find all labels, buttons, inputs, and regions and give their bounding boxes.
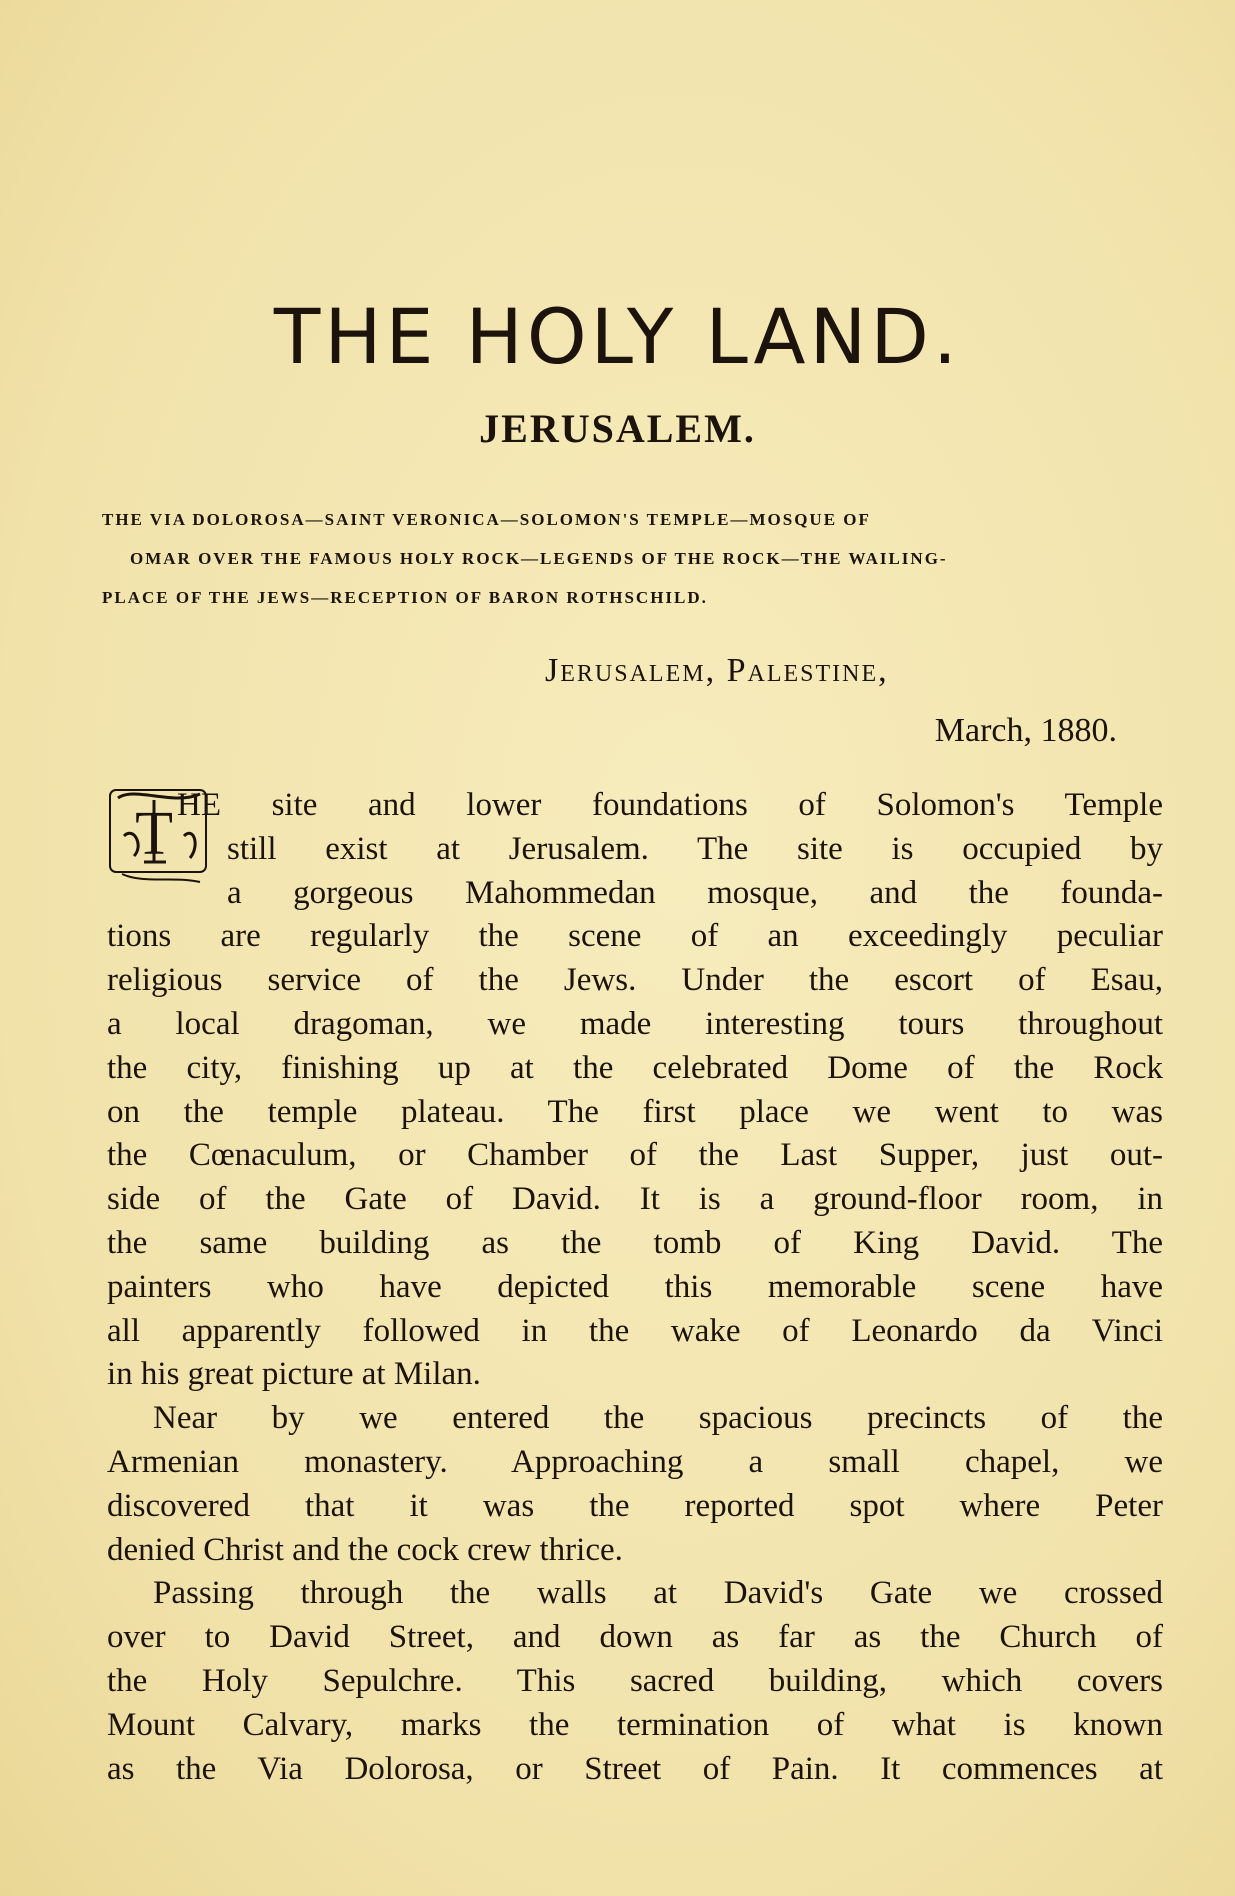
text-line: Near by we entered the spacious precincts of the [153,1400,1163,1437]
text-line: religious service of the Jews. Under the escort of Esau, [107,962,1163,999]
chapter-subtitle: JERUSALEM. [479,406,756,451]
text-line: all apparently followed in the wake of Leonardo da Vinci [107,1312,1163,1349]
body-text [107,784,1163,1791]
show-through-text [110,95,1160,139]
text-line: discovered that it was the reported spot where Peter [107,1487,1163,1524]
text-line: side of the Gate of David. It is a ground-floor room, in [107,1181,1163,1218]
synopsis-line: PLACE OF THE JEWS—RECEPTION OF BARON ROTHSCHILD. [102,588,708,607]
text-line: the Cœnaculum, or Chamber of the Last Supper, just out- [107,1137,1163,1174]
text-line: Passing through the walls at David's Gate we crossed [153,1575,1163,1612]
text-line: denied Christ and the cock crew thrice. [107,1531,623,1568]
text-line: a local dragoman, we made interesting tours throughout [107,1005,1163,1042]
text-line: painters who have depicted this memorable scene have [107,1268,1163,1305]
text-line: over to David Street, and down as far as the Church of [107,1619,1163,1656]
date: March, 1880. [934,712,1117,749]
chapter-synopsis [102,500,1160,617]
text-line: HE site and lower foundations of Solomon's Temple [177,787,1163,823]
chapter-title: THE HOLY LAND. [273,292,962,381]
text-line: the city, finishing up at the celebrated Dome of the Rock [107,1049,1163,1086]
text-line: a gorgeous Mahommedan mosque, and the founda- [227,874,1163,911]
text-line: in his great picture at Milan. [107,1356,481,1393]
text-line: Armenian monastery. Approaching a small chapel, we [107,1443,1163,1480]
dateline: Jerusalem, Palestine, [545,652,889,689]
synopsis-line: OMAR OVER THE FAMOUS HOLY ROCK—LEGENDS OF THE ROCK—THE WAILING- [130,549,948,568]
text-line: the same building as the tomb of King David. The [107,1224,1163,1261]
text-line: still exist at Jerusalem. The site is occupied by [227,830,1163,867]
synopsis-line: THE VIA DOLOROSA—SAINT VERONICA—SOLOMON'S TEMPLE—MOSQUE OF [102,510,871,529]
text-line: on the temple plateau. The first place we went to was [107,1093,1163,1130]
drop-cap-letter: T [135,800,173,868]
text-line: tions are regularly the scene of an exceedingly peculiar [107,918,1163,955]
text-line: Mount Calvary, marks the termination of what is known [107,1706,1163,1743]
text-line: the Holy Sepulchre. This sacred building, which covers [107,1662,1163,1699]
text-line: as the Via Dolorosa, or Street of Pain. It commences at [107,1750,1163,1787]
